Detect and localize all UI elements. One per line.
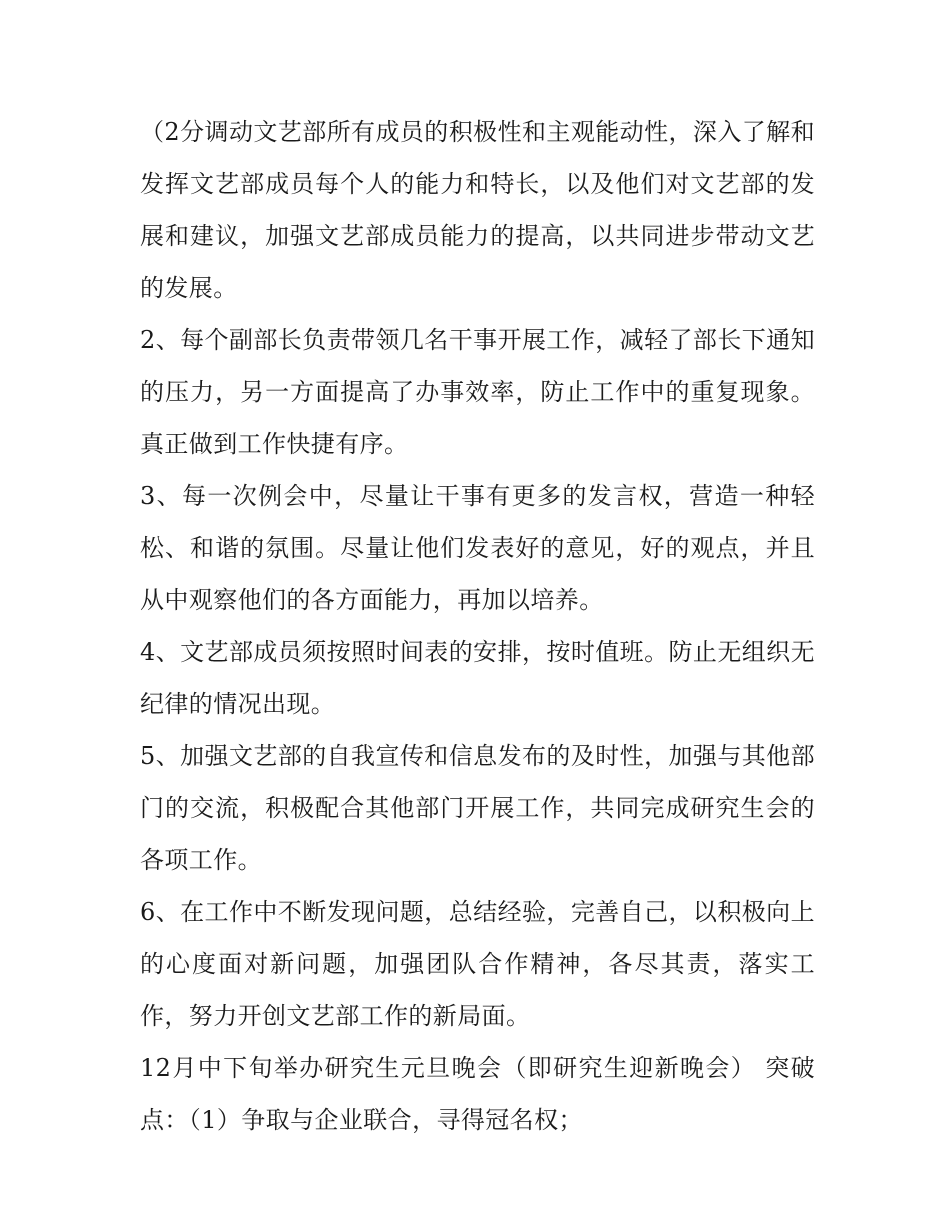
paragraph-7: 12月中下旬举办研究生元旦晚会（即研究生迎新晚会） 突破点：（1）争取与企业联合，寻得冠名权；: [140, 1054, 815, 1134]
paragraph-1: （2分调动文艺部所有成员的积极性和主观能动性，深入了解和发挥文艺部成员每个人的能力和特长，以及他们对文艺部的发展和建议，加强文艺部成员能力的提高，以共同进步带动文艺的发展。: [140, 118, 815, 302]
document-body: [140, 106, 815, 1146]
paragraph-2: 2、每个副部长负责带领几名干事开展工作，减轻了部长下通知的压力，另一方面提高了办事效率，防止工作中的重复现象。真正做到工作快捷有序。: [140, 326, 815, 458]
paragraph-5: 5、加强文艺部的自我宣传和信息发布的及时性，加强与其他部门的交流，积极配合其他部门开展工作，共同完成研究生会的各项工作。: [140, 742, 815, 874]
paragraph-6: 6、在工作中不断发现问题，总结经验，完善自己，以积极向上的心度面对新问题，加强团队合作精神，各尽其责，落实工作，努力开创文艺部工作的新局面。: [140, 898, 815, 1030]
paragraph-3: 3、每一次例会中，尽量让干事有更多的发言权，营造一种轻松、和谐的氛围。尽量让他们发表好的意见，好的观点，并且从中观察他们的各方面能力，再加以培养。: [140, 482, 815, 614]
paragraph-4: 4、文艺部成员须按照时间表的安排，按时值班。防止无组织无纪律的情况出现。: [140, 638, 815, 718]
